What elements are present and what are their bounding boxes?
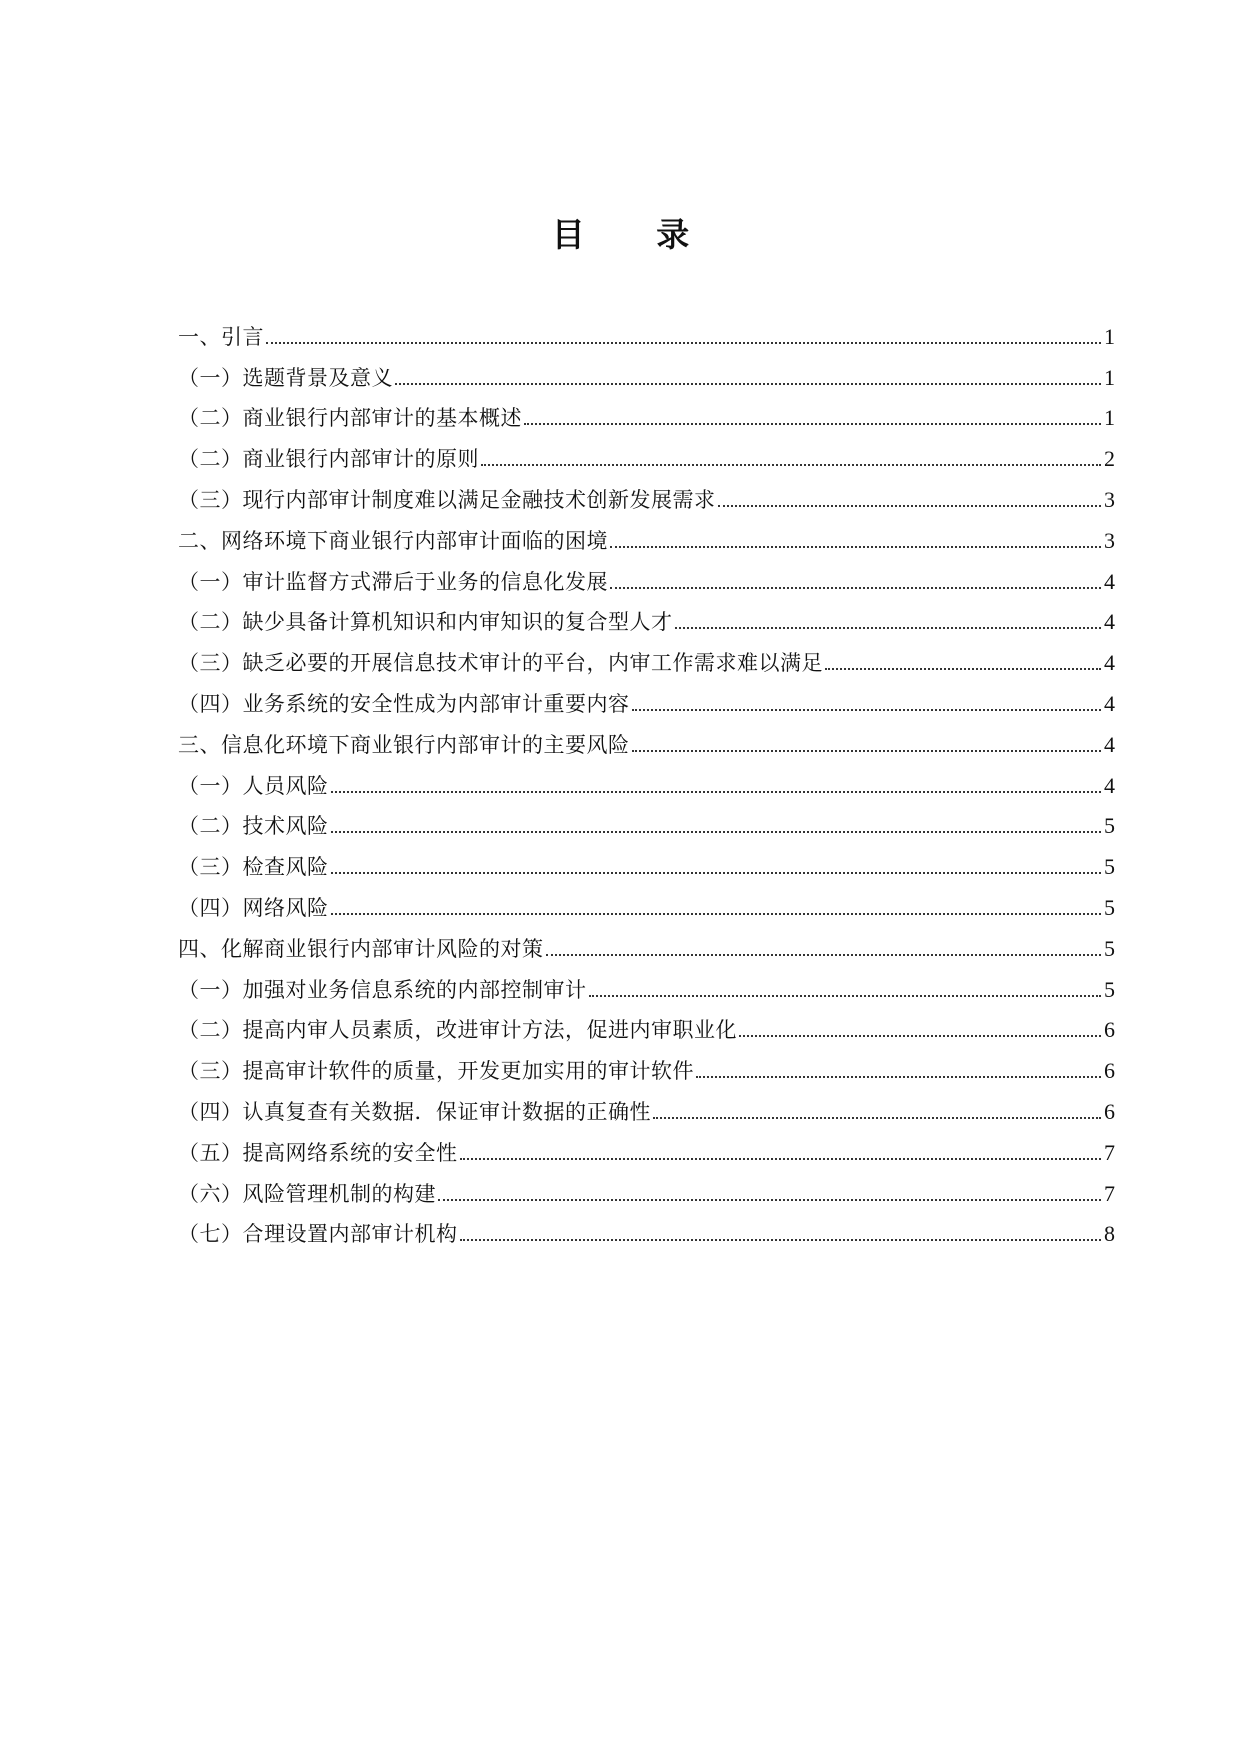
toc-entry[interactable]	[178, 1003, 1115, 1044]
toc-dot-leader	[610, 546, 1101, 548]
toc-entry[interactable]	[178, 554, 1115, 595]
toc-entry[interactable]	[178, 758, 1115, 799]
toc-entry-title: （五）提高网络系统的安全性	[178, 1140, 458, 1165]
toc-page-number: 3	[1104, 486, 1115, 512]
toc-entry[interactable]	[178, 513, 1115, 554]
toc-dot-leader	[331, 831, 1102, 833]
toc-page-number: 6	[1104, 1058, 1115, 1084]
toc-dot-leader	[632, 750, 1102, 752]
toc-entry[interactable]	[178, 799, 1115, 840]
toc-entry[interactable]	[178, 595, 1115, 636]
toc-entry-title: （二）提高内审人员素质，改进审计方法，促进内审职业化	[178, 1018, 737, 1043]
toc-dot-leader	[718, 505, 1102, 507]
toc-entry-title: （三）缺乏必要的开展信息技术审计的平台，内审工作需求难以满足	[178, 651, 823, 676]
toc-entry[interactable]	[178, 921, 1115, 962]
toc-page-number: 4	[1104, 731, 1115, 757]
toc-entry-title: （一）人员风险	[178, 773, 329, 798]
toc-dot-leader	[331, 791, 1102, 793]
toc-entry[interactable]	[178, 676, 1115, 717]
toc-entry-title: （二）商业银行内部审计的基本概述	[178, 406, 522, 431]
toc-entry-title: （一）审计监督方式滞后于业务的信息化发展	[178, 569, 608, 594]
toc-page-number: 5	[1104, 976, 1115, 1002]
toc-entry-title: （二）技术风险	[178, 814, 329, 839]
toc-entry-title: （四）网络风险	[178, 895, 329, 920]
toc-entry[interactable]	[178, 1084, 1115, 1125]
toc-entry-title: 四、化解商业银行内部审计风险的对策	[178, 936, 544, 961]
toc-dot-leader	[610, 587, 1101, 589]
toc-page-number: 4	[1104, 772, 1115, 798]
toc-entry-title: （三）现行内部审计制度难以满足金融技术创新发展需求	[178, 487, 716, 512]
toc-dot-leader	[675, 627, 1102, 629]
toc-entry-title: 二、网络环境下商业银行内部审计面临的困境	[178, 528, 608, 553]
toc-entry-title: 三、信息化环境下商业银行内部审计的主要风险	[178, 732, 630, 757]
toc-page-number: 5	[1104, 854, 1115, 880]
toc-dot-leader	[438, 1199, 1101, 1201]
toc-dot-leader	[825, 668, 1101, 670]
toc-dot-leader	[481, 464, 1101, 466]
toc-entry[interactable]	[178, 1043, 1115, 1084]
toc-entry[interactable]	[178, 391, 1115, 432]
toc-dot-leader	[632, 709, 1102, 711]
toc-entry-title: （三）提高审计软件的质量，开发更加实用的审计软件	[178, 1059, 694, 1084]
toc-page-number: 4	[1104, 609, 1115, 635]
toc-entry-title: （六）风险管理机制的构建	[178, 1181, 436, 1206]
toc-dot-leader	[266, 342, 1101, 344]
toc-entry-title: （七）合理设置内部审计机构	[178, 1222, 458, 1247]
toc-entry[interactable]	[178, 1166, 1115, 1207]
toc-page-number: 4	[1104, 650, 1115, 676]
toc-entry[interactable]	[178, 1125, 1115, 1166]
toc-page-number: 3	[1104, 527, 1115, 553]
toc-page-number: 4	[1104, 568, 1115, 594]
toc-page-number: 5	[1104, 935, 1115, 961]
toc-page-number: 1	[1104, 323, 1115, 349]
toc-entry[interactable]	[178, 350, 1115, 391]
toc-dot-leader	[331, 872, 1102, 874]
toc-page-number: 1	[1104, 405, 1115, 431]
toc-entry[interactable]	[178, 472, 1115, 513]
toc-dot-leader	[546, 954, 1102, 956]
toc-page-number: 2	[1104, 446, 1115, 472]
toc-entry[interactable]	[178, 635, 1115, 676]
toc-entry[interactable]	[178, 839, 1115, 880]
toc-dot-leader	[589, 995, 1102, 997]
toc-dot-leader	[739, 1035, 1101, 1037]
toc-page-number: 6	[1104, 1017, 1115, 1043]
toc-entry-title: （四）业务系统的安全性成为内部审计重要内容	[178, 691, 630, 716]
toc-dot-leader	[460, 1239, 1102, 1241]
toc-dot-leader	[524, 423, 1101, 425]
table-of-contents	[178, 309, 1115, 1247]
toc-entry-title: （二）商业银行内部审计的原则	[178, 447, 479, 472]
toc-entry-title: （一）加强对业务信息系统的内部控制审计	[178, 977, 587, 1002]
toc-entry[interactable]	[178, 1207, 1115, 1248]
toc-page-number: 7	[1104, 1180, 1115, 1206]
toc-dot-leader	[696, 1076, 1101, 1078]
toc-entry[interactable]	[178, 717, 1115, 758]
toc-dot-leader	[331, 913, 1102, 915]
page-title: 目 录	[551, 215, 720, 254]
toc-page-number: 4	[1104, 690, 1115, 716]
toc-entry-title: （四）认真复查有关数据．保证审计数据的正确性	[178, 1099, 651, 1124]
toc-dot-leader	[653, 1117, 1101, 1119]
toc-dot-leader	[460, 1158, 1102, 1160]
toc-entry-title: 一、引言	[178, 324, 264, 349]
toc-page-number: 5	[1104, 813, 1115, 839]
toc-entry-title: （二）缺少具备计算机知识和内审知识的复合型人才	[178, 610, 673, 635]
toc-entry-title: （一）选题背景及意义	[178, 365, 393, 390]
toc-entry[interactable]	[178, 962, 1115, 1003]
toc-entry[interactable]	[178, 431, 1115, 472]
toc-page-number: 1	[1104, 364, 1115, 390]
toc-dot-leader	[395, 383, 1101, 385]
toc-page-number: 6	[1104, 1098, 1115, 1124]
toc-page-number: 5	[1104, 894, 1115, 920]
toc-page-number: 8	[1104, 1221, 1115, 1247]
toc-entry[interactable]	[178, 309, 1115, 350]
toc-entry-title: （三）检查风险	[178, 855, 329, 880]
toc-page-number: 7	[1104, 1139, 1115, 1165]
toc-entry[interactable]	[178, 880, 1115, 921]
